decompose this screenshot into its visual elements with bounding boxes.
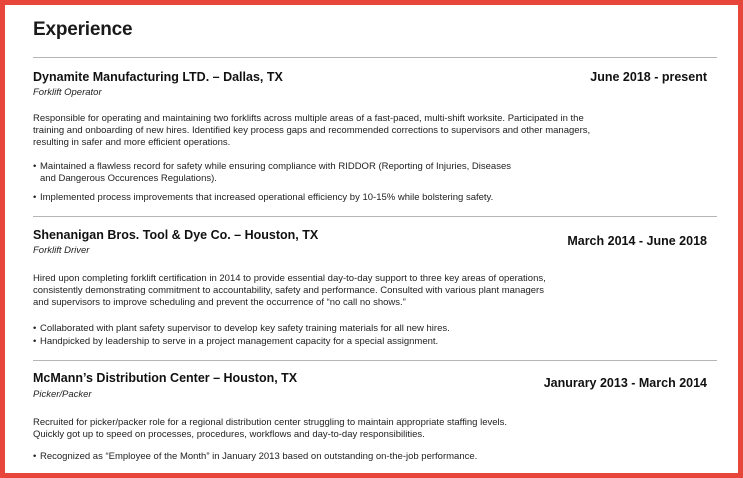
divider [33,360,717,361]
bullet-text: Handpicked by leadership to serve in a project management capacity for a special assignment. [40,336,439,347]
job-dates: March 2014 - June 2018 [567,234,707,248]
job-dates: Janurary 2013 - March 2014 [543,376,707,390]
job-company: Dynamite Manufacturing LTD. – Dallas, TX [33,70,283,84]
bullet-text: Recognized as “Employee of the Month” in January 2013 based on outstanding on-the-job performance. [40,451,478,462]
description-line: Responsible for operating and maintaining two forklifts across multiple areas of a fast-paced, multi-shift worksite. Participated in the [33,113,584,124]
job-description [33,417,723,441]
bullet-glyph: • [33,323,37,334]
bullet-glyph: • [33,336,37,347]
description-line: Quickly got up to speed on processes, procedures, workflows and day-to-day responsibilities. [33,429,425,440]
bullet-glyph: • [33,192,37,203]
bullet-item [33,192,723,204]
bullet-text: Maintained a flawless record for safety while ensuring compliance with RIDDOR (Reporting of Injuries, Diseases [40,161,511,172]
divider [33,216,717,217]
job-role: Picker/Packer [33,389,92,400]
divider [33,57,717,58]
job-dates: June 2018 - present [590,70,707,84]
description-line: Hired upon completing forklift certification in 2014 to provide essential day-to-day support to three key areas of operations, [33,273,546,284]
bullet-glyph: • [33,451,37,462]
bullet-item [33,451,723,463]
bullet-item [33,323,723,335]
bullet-glyph: • [33,161,37,172]
description-line: consistently demonstrating commitment to accountability, safety and performance. Consulted with various plant managers [33,285,544,296]
description-line: resulting in safer and more efficient operations. [33,137,231,148]
description-line: training and onboarding of new hires. Identified key process gaps and recommended corrections to supervisors and other managers, [33,125,591,136]
description-line: Recruited for picker/packer role for a regional distribution center struggling to maintain appropriate staffing levels. [33,417,508,428]
job-description [33,273,723,309]
job-company: Shenanigan Bros. Tool & Dye Co. – Houston, TX [33,228,319,242]
section-title: Experience [33,19,133,40]
bullet-text: Collaborated with plant safety supervisor to develop key safety training materials for all new hires. [40,323,450,334]
job-role: Forklift Operator [33,87,102,98]
job-company: McMann’s Distribution Center – Houston, TX [33,371,298,385]
job-role: Forklift Driver [33,245,90,256]
bullet-item [33,336,723,348]
description-line: and supervisors to improve scheduling and prevent the occurrence of “no call no shows.” [33,297,406,308]
bullet-item [33,161,723,185]
bullet-text-continued: and Dangerous Occurences Regulations). [40,173,217,184]
job-description [33,113,723,149]
bullet-text: Implemented process improvements that increased operational efficiency by 10-15% while bolstering safety. [40,192,494,203]
